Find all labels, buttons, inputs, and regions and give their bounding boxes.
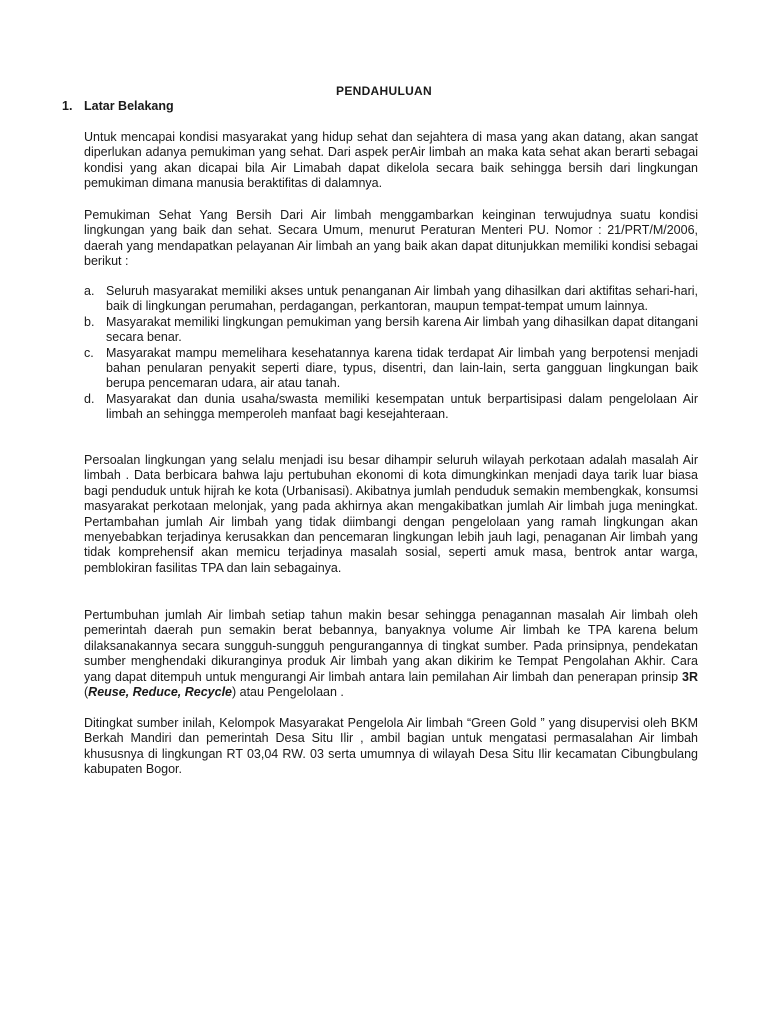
paragraph-waste-growth-tail: ) atau Pengelolaan . bbox=[232, 685, 344, 700]
paragraph-green-gold: Ditingkat sumber inilah, Kelompok Masyarakat Pengelola Air limbah “Green Gold ” yang disupervisi oleh BKM Berkah Mandiri dan pemerintah Desa Situ Ilir , ambil bagian untuk mengatasi permasalahan Air limbah khususnya di lingkungan RT 03,04 RW. 03 serta umumnya di wilayah Desa Situ Ilir kecamatan Cibungbulang kabupaten Bogor. bbox=[84, 716, 698, 777]
list-item-text: Masyarakat memiliki lingkungan pemukiman yang bersih karena Air limbah yang dihasilkan dapat ditangani secara benar. bbox=[106, 314, 698, 345]
list-item-text: Seluruh masyarakat memiliki akses untuk penanganan Air limbah yang dihasilkan dari aktifitas sehari-hari, baik di lingkungan perumahan, perdagangan, perkantoran, maupun tempat-tempat umum lainnya. bbox=[106, 284, 698, 314]
list-item-text: Masyarakat mampu memelihara kesehatannya karena tidak terdapat Air limbah yang berpotensi menjadi bahan penularan penyakit seperti diare, typus, disentri, dan lain-lain, serta gangguan lingkungan baik berupa pencemaran udara, air atau tanah. bbox=[106, 345, 698, 391]
list-item-marker: b. bbox=[84, 314, 95, 329]
paragraph-intro: Untuk mencapai kondisi masyarakat yang hidup sehat dan sejahtera di masa yang akan datang, akan sangat diperlukan adanya pemukiman yang sehat. Dari aspek perAir limbah an maka kata sehat akan berarti sebagai kondisi yang akan dicapai bila Air Limabah dapat dikelola secara baik sehingga bersih dari lingkungan pemukiman dimana manusia beraktifitas di dalamnya. bbox=[84, 130, 698, 191]
condition-list bbox=[84, 284, 698, 423]
document-title: PENDAHULUAN bbox=[336, 84, 432, 98]
paragraph-environmental-issue: Persoalan lingkungan yang selalu menjadi isu besar dihampir seluruh wilayah perkotaan adalah masalah Air limbah . Data berbicara bahwa laju pertubuhan ekonomi di kota dimungkinkan menjadi daya tarik luar biasa bagi penduduk untuk hijrah ke kota (Urbanisasi). Akibatnya jumlah penduduk semakin membengkak, konsumsi masyarakat perkotaan melonjak, yang pada akhirnya akan mengakibatkan jumlah Air limbah juga meningkat. Pertambahan jumlah Air limbah yang tidak diimbangi dengan pengelolaan yang ramah lingkungan akan menyebabkan terjadinya kerusakkan dan pencemaran lingkungan lebih jauh lagi, penaganan Air limbah yang tidak komprehensif akan memicu terjadinya masalah sosial, seperti amuk masa, bentrok antar warga, pemblokiran fasilitas TPA dan lain sebagainya. bbox=[84, 453, 698, 575]
list-item bbox=[84, 346, 698, 392]
3r-expansion: Reuse, Reduce, Recycle bbox=[88, 685, 232, 700]
paragraph-waste-growth-lead: Pertumbuhan jumlah Air limbah setiap tahun makin besar sehingga penagannan masalah Air limbah oleh pemerintah daerah pun semakin berat bebannya, banyaknya volume Air limbah ke TPA karena belum dilaksanakannya secara sungguh-sungguh pengurangannya di tingkat sumber. Pada prinsipnya, pendekatan sumber menghendaki dikuranginya produk Air limbah yang akan dikirim ke Tempat Pengolahan Akhir. Cara yang dapat ditempuh untuk mengurangi Air limbah antara lain pemilahan Air limbah dan penerapan prinsip bbox=[84, 608, 698, 684]
section-heading bbox=[62, 99, 174, 113]
list-item bbox=[84, 315, 698, 346]
paren-open: ( bbox=[84, 685, 89, 700]
paragraph-healthy-settlement: Pemukiman Sehat Yang Bersih Dari Air limbah menggambarkan keinginan terwujudnya suatu kondisi lingkungan yang baik dan sehat. Secara Umum, menurut Peraturan Menteri PU. Nomor : 21/PRT/M/2006, daerah yang mendapatkan pelayanan Air limbah an yang baik akan dapat ditunjukkan memiliki kondisi sebagai berikut : bbox=[84, 208, 698, 269]
3r-term: 3R bbox=[682, 669, 698, 684]
paragraph-waste-growth bbox=[84, 608, 698, 700]
list-item-marker: d. bbox=[84, 391, 95, 406]
section-number: 1. bbox=[62, 99, 73, 113]
list-item-text: Masyarakat dan dunia usaha/swasta memiliki kesempatan untuk berpartisipasi dalam pengelolaan Air limbah an sehingga memperoleh manfaat bagi kesejahteraan. bbox=[106, 391, 698, 422]
list-item-marker: c. bbox=[84, 345, 94, 360]
list-item-marker: a. bbox=[84, 284, 95, 298]
list-item bbox=[84, 284, 698, 315]
section-heading-text: Latar Belakang bbox=[84, 99, 174, 113]
list-item bbox=[84, 392, 698, 423]
